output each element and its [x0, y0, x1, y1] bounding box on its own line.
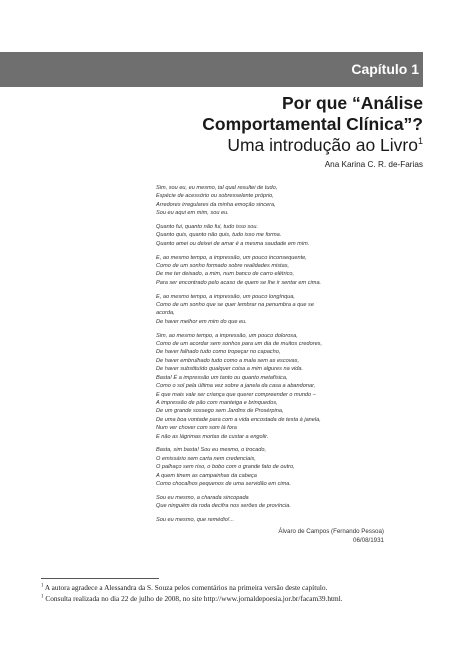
poem-line: Sou eu aqui em mim, sou eu. [156, 210, 229, 217]
poem-line: E, ao mesmo tempo, a impressão, um pouco inconsequente, [156, 254, 307, 261]
poem-line: Como chocalhos pequenos de uma servidão em cima. [156, 480, 291, 487]
poem-line: O palhaço sem riso, o bobo com o grande fato de outro, [156, 464, 295, 471]
poem-line: E não as lágrimas mortas de custar a engolir. [156, 433, 269, 440]
poem-line: De uma boa vontade para com a vida encostada de testa à janela, [156, 416, 321, 423]
poem-line: Basta! É a impressão um tanto ou quanto metafísica, [156, 374, 288, 381]
footnote [41, 593, 431, 604]
chapter-header-bar [0, 52, 423, 87]
poem-line: Sou eu mesmo, a charada sincopada [156, 494, 249, 501]
title-line-3-text: Uma introdução ao Livro [227, 135, 418, 155]
poem-line: Como o sol pela última vez sobre a janela da casa a abandonar, [156, 383, 316, 390]
poem-signature [278, 527, 384, 545]
poem-line: De haver embrulhado tudo como a mala sem as escovas, [156, 357, 300, 364]
poem-line: De me ter deixado, a mim, num banco de carro elétrico, [156, 271, 295, 278]
poem-line: Como de um sonho que se quer lembrar na penumbra a que se [156, 302, 314, 309]
poem-stanza [156, 184, 382, 218]
poem-stanza [156, 494, 382, 511]
poem-line: Sim, ao mesmo tempo, a impressão, um pouco dolorosa, [156, 332, 298, 339]
poem-line: Sou eu mesmo, que remédio!... [156, 516, 235, 523]
footnote-text: A autora agradece a Alessandra da S. Souza pelos comentários na primeira versão deste capítulo. [44, 583, 328, 592]
poem-stanza [156, 516, 382, 524]
poem-line: Arredores irregulares da minha emoção sincera, [156, 201, 276, 208]
title-footnote-marker: 1 [417, 136, 423, 147]
chapter-label: Capítulo 1 [351, 61, 419, 77]
poem-line: Sim, sou eu, eu mesmo, tal qual resultei de tudo, [156, 185, 278, 191]
poem-line: Como de um acordar sem sonhos para um dia de muitos credores, [156, 341, 323, 348]
poem-line: Que ninguém da roda decifra nos serões de província. [156, 503, 291, 510]
poem-line: De haver falhado tudo como tropeçar no capacho, [156, 349, 281, 356]
poem-line: Para ser encontrado pelo acaso de quem se lhe ir sentar em cima. [156, 279, 322, 286]
poem-stanza [156, 446, 382, 488]
footnotes [41, 582, 431, 604]
poem-author: Álvaro de Campos (Fernando Pessoa) [278, 528, 384, 535]
poem-date: 06/08/1931 [353, 537, 384, 544]
footnote-marker: 1 [41, 583, 44, 589]
poem-line: Basta, sim basta! Sou eu mesmo, o trocado, [156, 447, 267, 454]
poem-line: Quanto fui, quanto não fui, tudo isso sou. [156, 224, 259, 231]
poem-stanza [156, 223, 382, 248]
poem-line: A impressão de pão com manteiga e brinquedos, [156, 399, 278, 406]
poem [156, 184, 382, 530]
poem-line: Num ver chover com som lá fora [156, 425, 237, 432]
poem-line: O emissário sem carta nem credenciais, [156, 455, 256, 462]
poem-line: De um grande sossego sem Jardins de Prosérpina, [156, 408, 284, 415]
footnote-marker: 1 [41, 594, 44, 600]
footnote-text: Consulta realizada no dia 22 de julho de 2008, no site http://www.jornaldepoesia.jor.br/facam39.html. [45, 594, 343, 603]
poem-line: Quanto amei ou deixei de amar é a mesma saudade em mim. [156, 240, 310, 247]
poem-line: E, ao mesmo tempo, a impressão, um pouco longínqua, [156, 293, 295, 300]
poem-line: A quem tinem as campainhas da cabeça [156, 472, 257, 479]
poem-stanza [156, 332, 382, 441]
chapter-title [202, 93, 423, 156]
poem-line: Quanto quis, quanto não quis, tudo isso me forma. [156, 232, 282, 239]
title-line-2: Comportamental Clínica”? [202, 114, 423, 134]
poem-line: acorda, [156, 310, 175, 317]
poem-stanza [156, 254, 382, 288]
poem-line: Espécie de acessório ou sobresselente próprio, [156, 193, 274, 200]
title-line-3 [202, 135, 423, 156]
poem-stanza [156, 293, 382, 327]
footnote-divider [41, 578, 159, 579]
footnote [41, 582, 431, 593]
poem-line: De haver melhor em mim do que eu. [156, 318, 247, 325]
poem-line: E que mais vale ser criança que querer compreender o mundo – [156, 391, 316, 398]
poem-line: De haver substituído qualquer coisa a mim algures na vida. [156, 366, 304, 373]
author-name: Ana Karina C. R. de-Farias [324, 160, 423, 169]
poem-line: Como de um sonho formado sobre realidades mistas, [156, 263, 290, 270]
title-line-1: Por que “Análise [281, 93, 423, 113]
